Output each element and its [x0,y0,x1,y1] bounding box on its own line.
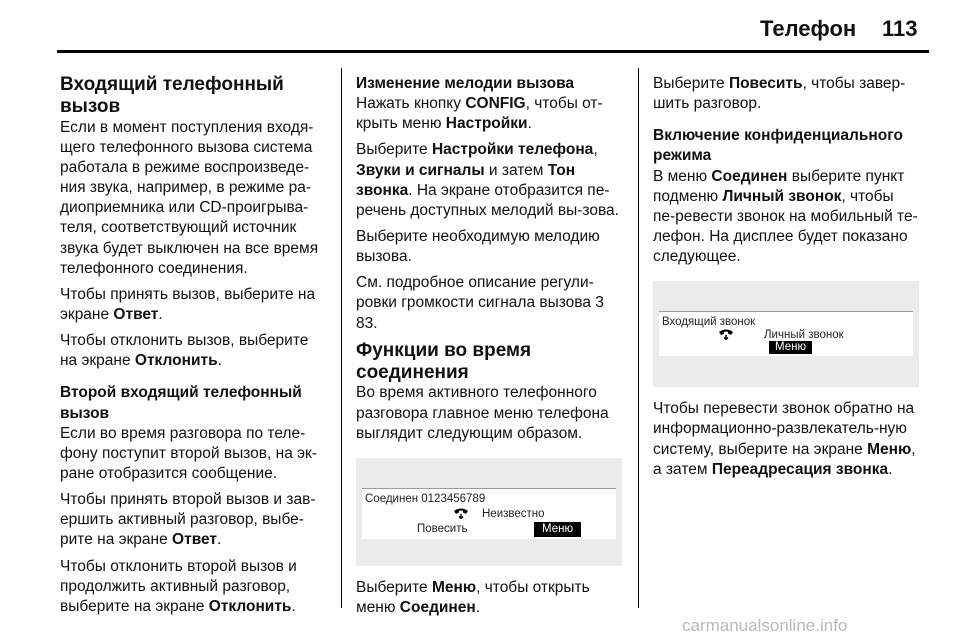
display-screenshot-incoming [653,281,919,387]
display-screenshot-connected [356,458,622,566]
column-1 [60,74,326,623]
paragraph: В меню Соединен выберите пункт подменю Личный звонок, чтобы пе-ревести звонок на мобильный те-лефон. На дисплее будет показано следующее. [653,167,918,266]
display-hangup-option: Повесить [417,522,468,535]
heading-ringtone: Изменение мелодии вызова [356,75,575,92]
display-menu-button: Меню [769,341,812,354]
paragraph: Чтобы принять второй вызов и зав-ершить активный разговор, выбе-рите на экране Ответ. [60,491,316,549]
paragraph: Выберите необходимую мелодию вызова. [356,227,600,266]
phone-handset-icon [452,507,470,519]
heading-incoming-call: Входящий телефонный вызов [60,74,284,117]
paragraph: Выберите Настройки телефона, Звуки и сигналы и затем Тон звонка. На экране отобразится пе-речень доступных мелодий вы-зова. [356,141,619,219]
column-separator-1 [341,68,342,608]
display-panel [362,488,616,539]
paragraph: Чтобы отклонить вызов, выберите на экране Отклонить. [60,332,309,370]
column-3 [653,74,919,486]
page-header-title: Телефон [760,16,857,41]
paragraph: Во время активного телефонного разговора главное меню телефона выглядит следующим образом. [356,384,609,442]
display-panel [659,311,913,356]
column-separator-2 [638,68,639,608]
display-menu-button: Меню [534,522,581,537]
heading-private-mode: Включение конфиденциального режима [653,127,903,165]
paragraph: См. подробное описание регули-ровки громкости сигнала вызова 3 83. [356,274,604,332]
paragraph: Чтобы принять вызов, выберите на экране Ответ. [60,285,316,323]
paragraph: Если в момент поступления входя-щего телефонного вызова система работала в режиме воспроизведе-ния звука, например, в режиме ра-диоприемника или CD-проигрыва-теля, соответствующий источник звука будет выключен на все время телефонного соединения. [60,118,319,277]
paragraph: Нажать кнопку CONFIG, чтобы от-крыть меню Настройки. [356,95,603,133]
reference-arrow-icon: 3 [595,294,604,312]
heading-second-call: Второй входящий телефонный вызов [60,384,302,422]
column-2 [356,74,622,624]
page-number: 113 [882,16,918,41]
paragraph: Выберите Повесить, чтобы завер-шить разговор. [653,75,906,113]
display-line-incoming: Входящий звонок [662,316,756,329]
paragraph: Чтобы перевести звонок обратно на информационно-развлекатель-ную систему, выберите на экране Меню, а затем Переадресация звонка. [653,400,916,478]
display-line-private: Личный звонок [764,329,844,342]
paragraph: Выберите Меню, чтобы открыть меню Соединен. [356,578,590,616]
header-rule [57,50,929,53]
phone-handset-icon [717,328,735,340]
paragraph: Если во время разговора по теле-фону поступит второй вызов, на эк-ране отобразится сообщение. [60,424,317,482]
paragraph: Чтобы отклонить второй вызов и продолжить активный разговор, выберите на экране Отклонить. [60,557,297,615]
display-line-connected: Соединен 0123456789 [365,492,486,505]
heading-functions-during-call: Функции во время соединения [356,339,532,383]
display-line-unknown: Неизвестно [482,507,545,520]
watermark: carmanualsonline.info [682,616,848,635]
